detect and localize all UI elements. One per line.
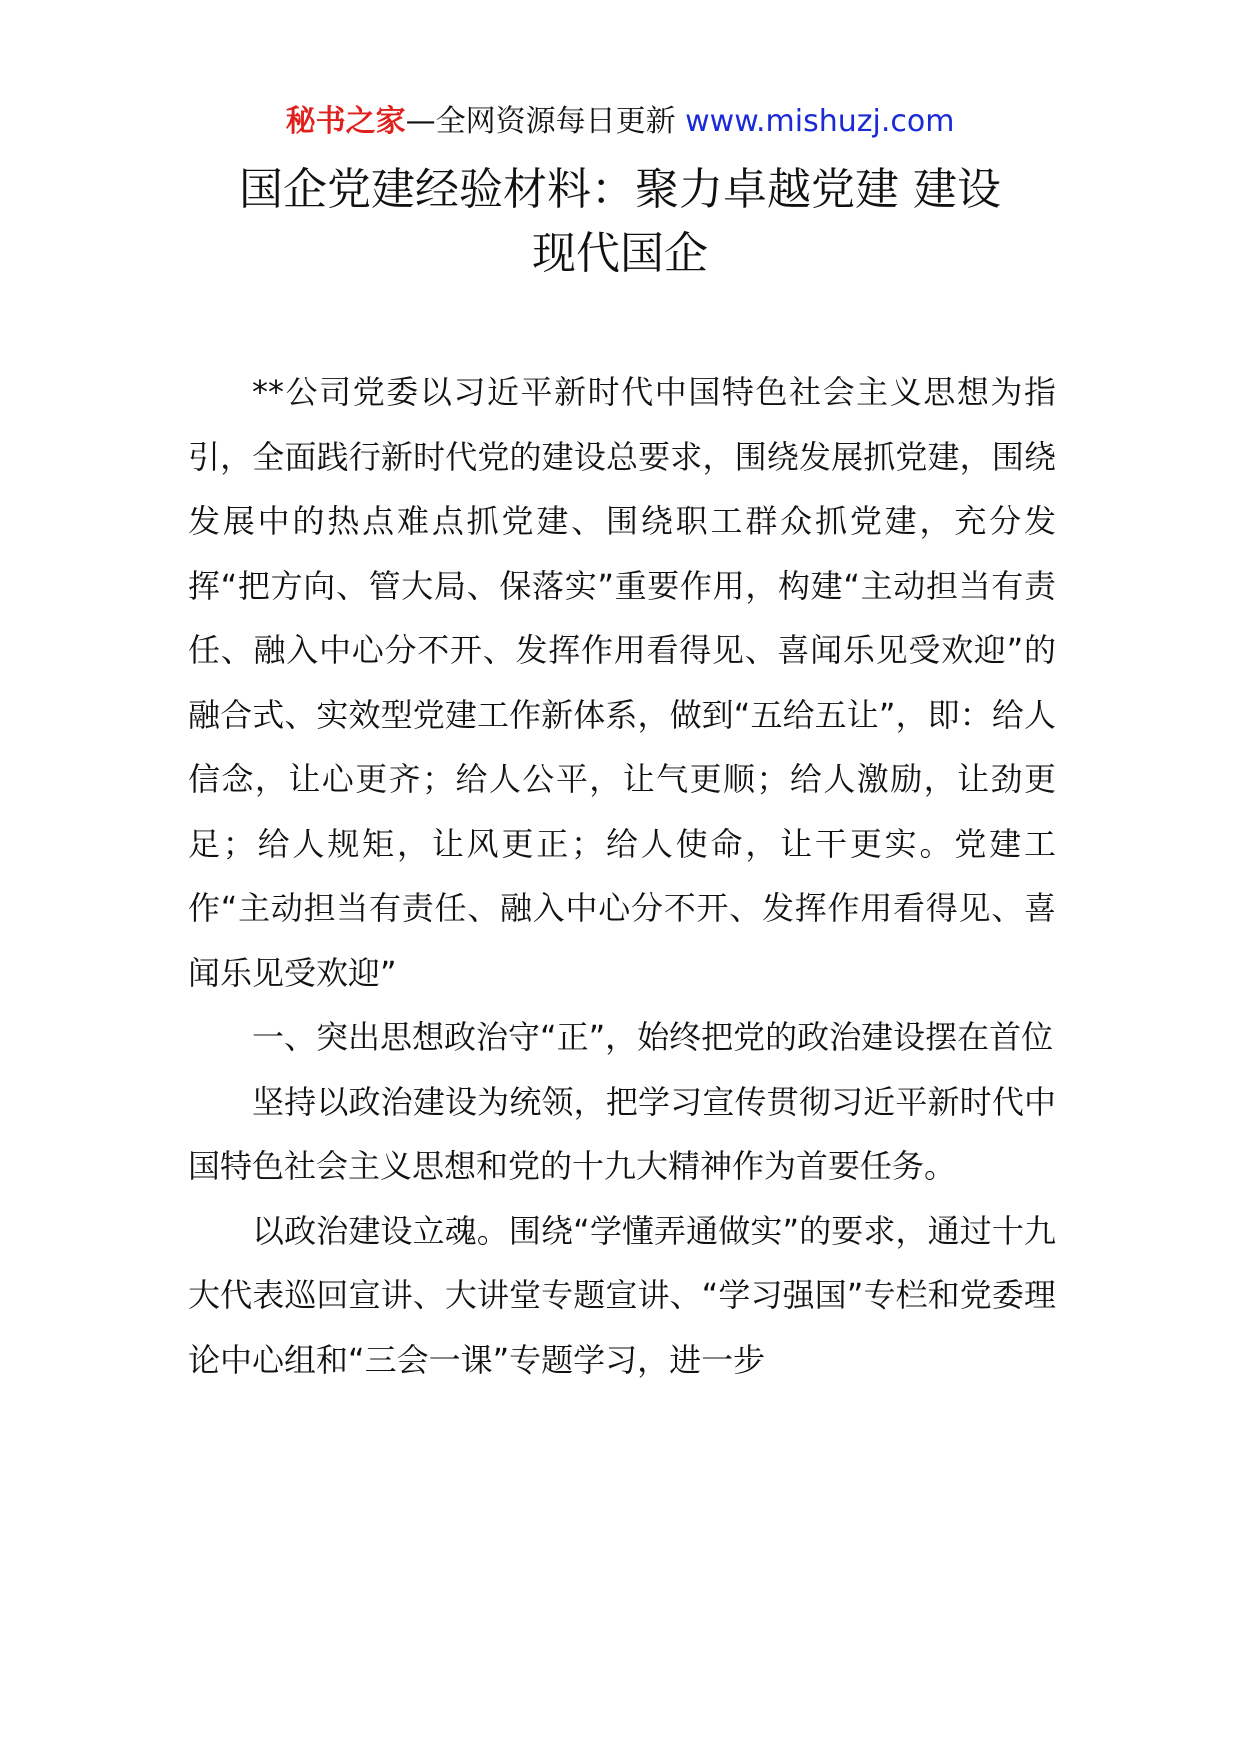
site-url-link[interactable]: www.mishuzj.com [685,104,955,139]
brand-name: 秘书之家 [285,104,406,139]
intro-paragraph: **公司党委以习近平新时代中国特色社会主义思想为指引，全面践行新时代党的建设总要求，围绕发展抓党建，围绕发展中的热点难点抓党建、围绕职工群众抓党建，充分发挥“把方向、管大局、保落实”重要作用，构建“主动担当有责任、融入中心分不开、发挥作用看得见、喜闻乐见受欢迎”的融合式、实效型党建工作新体系，做到“五给五让”，即：给人信念，让心更齐；给人公平，让气更顺；给人激励，让劲更足；给人规矩，让风更正；给人使命，让干更实。党建工作“主动担当有责任、融入中心分不开、发挥作用看得见、喜闻乐见受欢迎” [188,373,1056,992]
section-paragraph: 坚持以政治建设为统领，把学习宣传贯彻习近平新时代中国特色社会主义思想和党的十九大精神作为首要任务。 [188,1082,1056,1185]
document-body [188,360,1056,1392]
site-header [0,100,1240,144]
header-tagline: —全网资源每日更新 [405,104,676,139]
title-line-2: 现代国企 [532,228,708,279]
title-line-1: 国企党建经验材料：聚力卓越党建 建设 [239,164,1001,215]
document-title [150,158,1090,286]
section-heading-1: 一、突出思想政治守“正”，始终把党的政治建设摆在首位 [252,1018,1054,1056]
section-paragraph: 以政治建设立魂。围绕“学懂弄通做实”的要求，通过十九大代表巡回宣讲、大讲堂专题宣讲、“学习强国”专栏和党委理论中心组和“三会一课”专题学习，进一步 [188,1211,1056,1379]
